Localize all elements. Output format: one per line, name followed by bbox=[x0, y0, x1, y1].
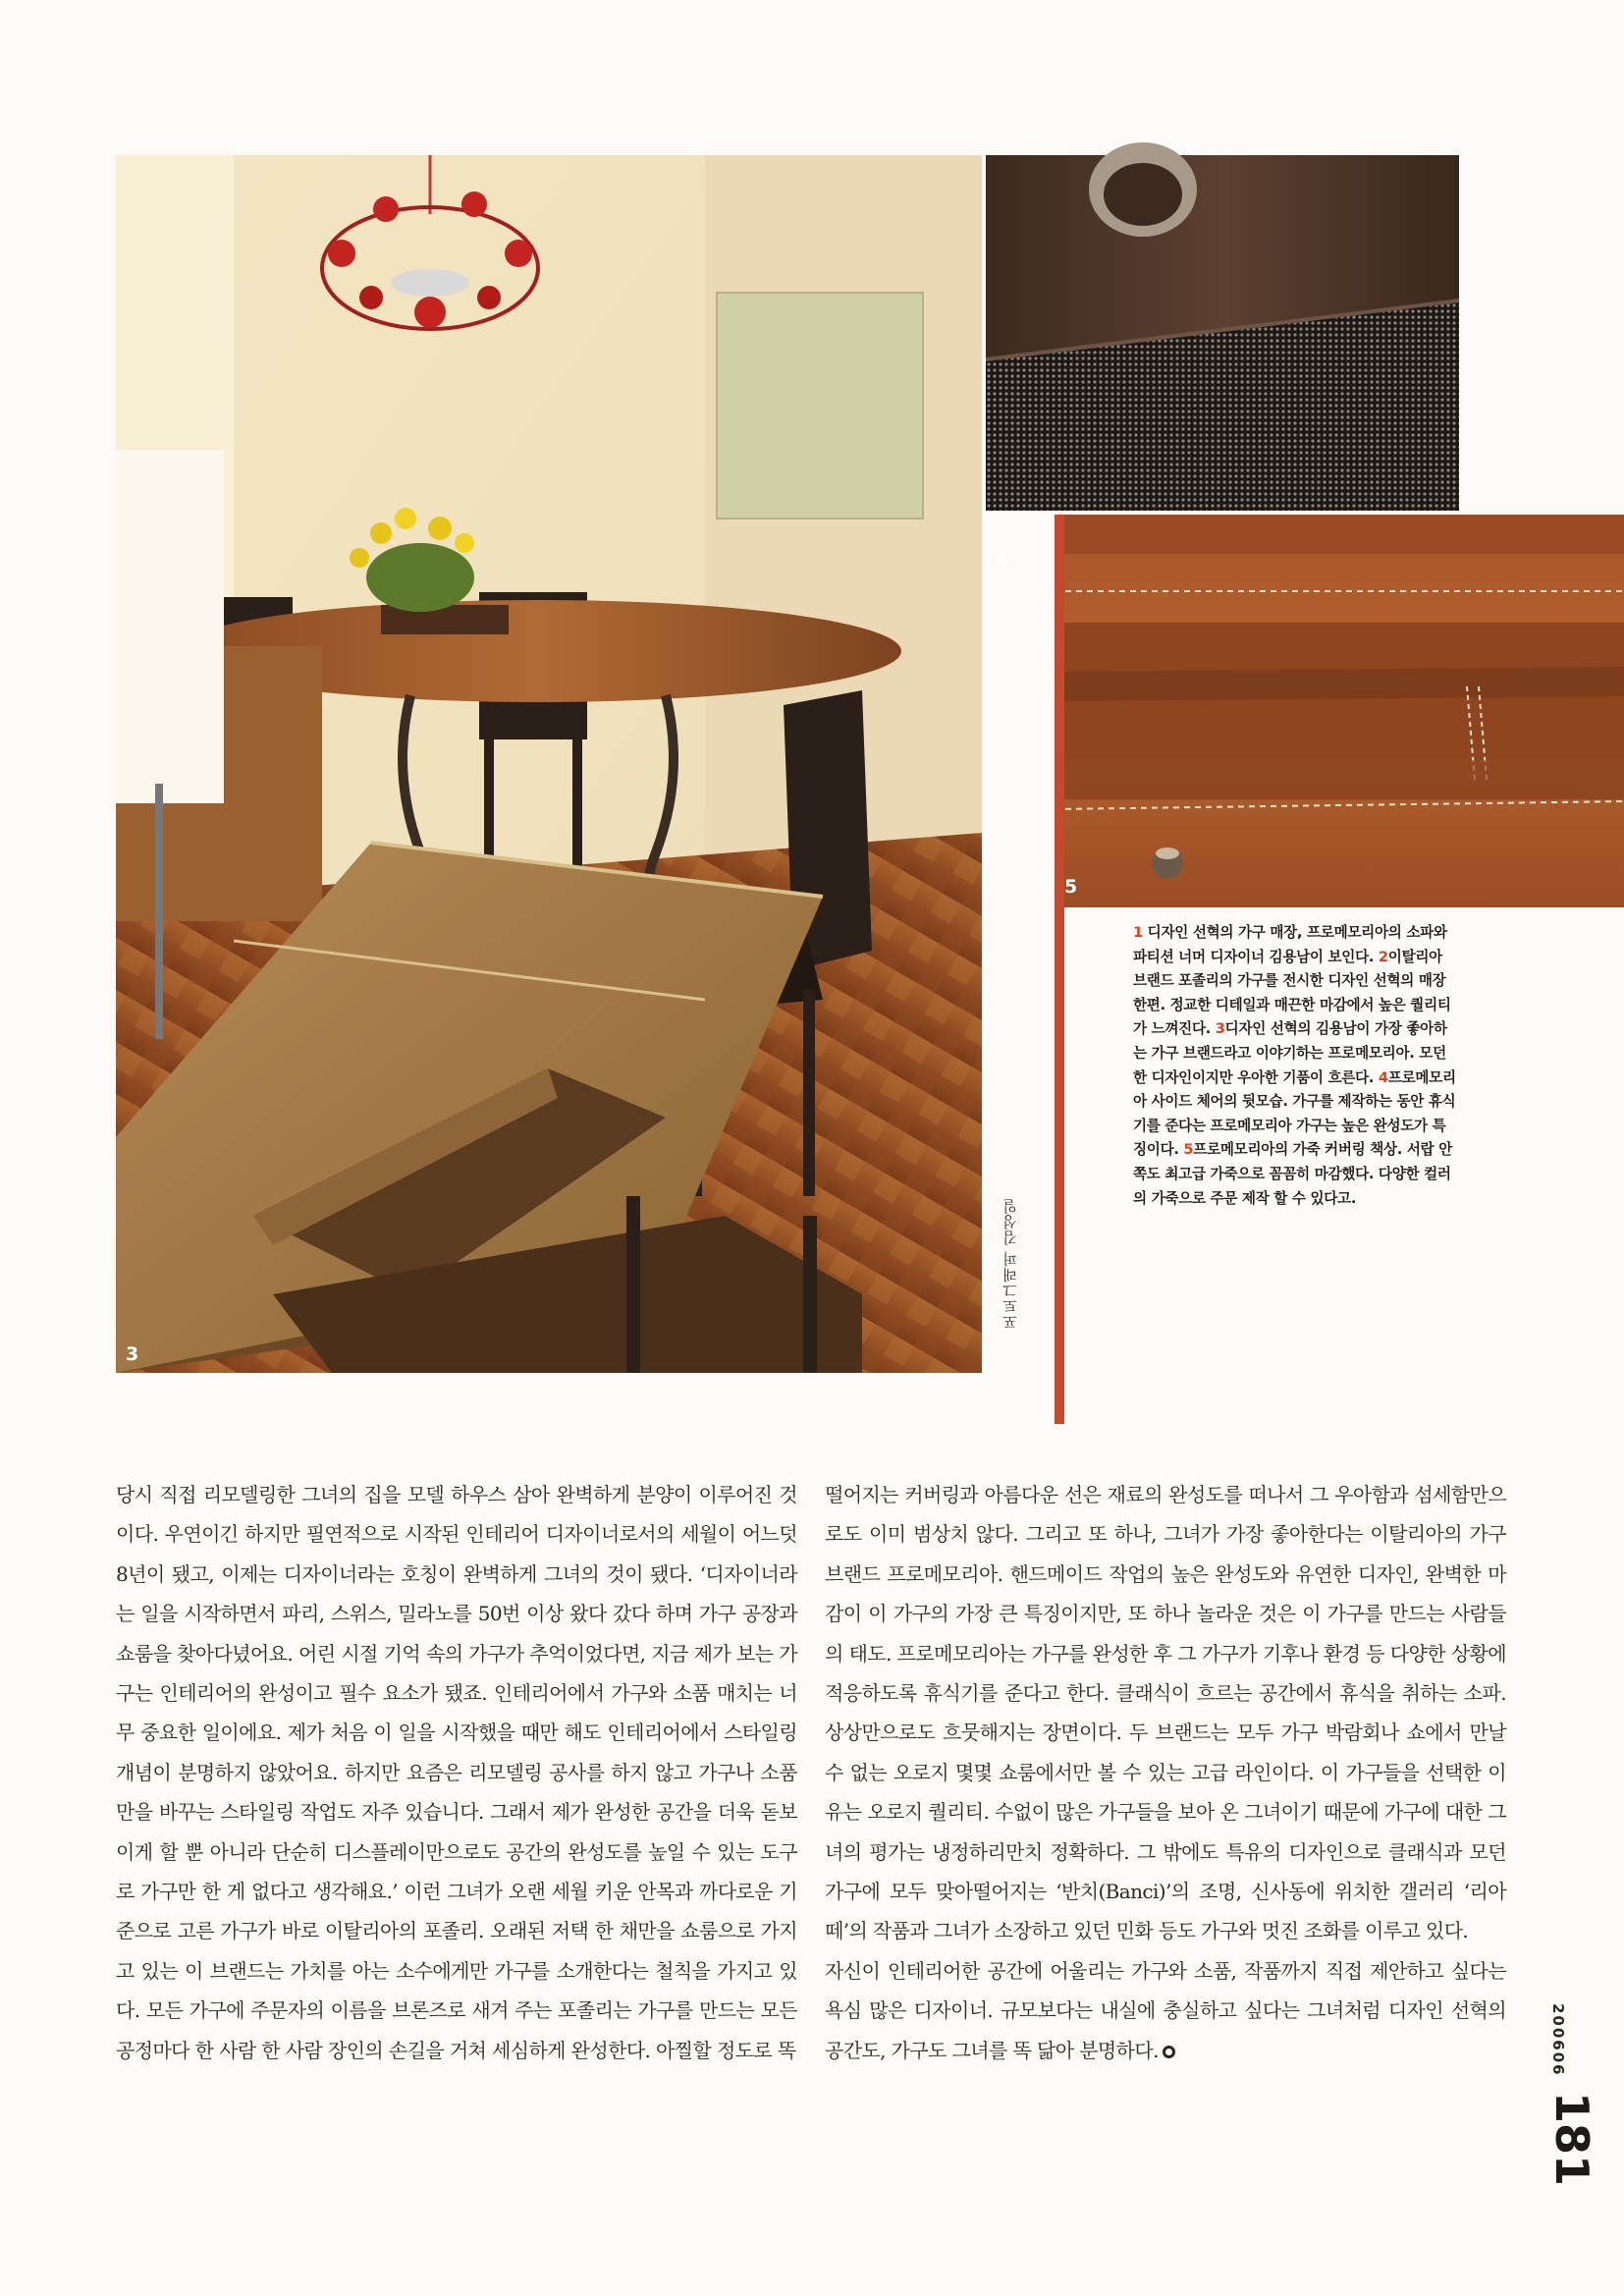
caption-text: 디자인 선혁의 김용남이 가장 좋아하는 가구 브랜드라고 이야기하는 프로메모리아. 모던한 디자인이지만 우아한 기품이 흐른다. bbox=[1133, 1020, 1447, 1086]
drawer-handle-photo bbox=[986, 155, 1459, 570]
issue-date: 200606 bbox=[1549, 2003, 1567, 2077]
body-paragraph: 당시 직접 리모델링한 그녀의 집을 모델 하우스 삼아 완벽하게 분양이 이루어진 것이다. 우연이긴 하지만 필연적으로 시작된 인테리어 디자이너로서의 세월이 어느덧 8년이 됐고, 이제는 디자이너라는 호칭이 완벽하게 그녀의 것이 됐다. ‘디자이너라는 일을 시작하면서 파리, 스위스, 밀라노를 50번 이상 왔다 갔다 하며 가구 공장과 쇼룸을 찾아다녔어요. 어린 시절 기억 속의 가구가 추억이었다면, 지금 제가 보는 가구는 인테리어의 완성이고 필수 요소가 됐죠. 인테리어에서 가구와 소품 매치는 너무 중요한 일이에요. 제가 처음 이 일을 시작했을 때만 해도 인테리어에서 스타일링 개념이 분명하지 않았어요. 하지만 요즘은 리모델링 공사를 하지 않고 가구나 소품만을 바꾸는 스타일링 작업도 자주 있습니다. 그래서 제가 완성한 공간을 더욱 돋보이게 할 뿐 아니라 단순히 디스플레이만으로도 공간의 완성도를 높일 수 있는 도구로 가구만 한 게 없다고 생각해요.’ 이런 그녀가 오랜 세월 키운 안목과 까다로운 기준으로 고른 가구가 바로 이탈리아의 포졸리. 오래된 저택 한 채만을 쇼룸으로 가지고 있는 이 브랜드는 가치를 아는 소수에게만 가구를 소개한다는 철칙을 가지고 있다. 모든 가구에 주문자의 이름을 브론즈로 새겨 주는 포졸리는 가구를 만드는 모든 공정마다 한 사람 한 사람 장인의 손길을 거쳐 세심하게 완성한다. 아찔할 정도로 똑 bbox=[116, 1483, 797, 2062]
dining-room-photo bbox=[116, 155, 982, 1373]
end-mark-icon bbox=[1163, 2046, 1175, 2058]
photo-5-number: 5 bbox=[1064, 876, 1078, 898]
caption-number: 3 bbox=[1215, 1020, 1225, 1038]
page-number: 181 bbox=[1545, 2092, 1598, 2187]
caption-number: 2 bbox=[1378, 948, 1388, 965]
body-paragraph-text: 자신이 인테리어한 공간에 어울리는 가구와 소품, 작품까지 직접 제안하고 싶다는 욕심 많은 디자이너. 규모보다는 내실에 충실하고 싶다는 그녀처럼 디자인 선혁의 공간도, 가구도 그녀를 똑 닮아 분명하다. bbox=[825, 1958, 1506, 2062]
caption-number: 1 bbox=[1133, 924, 1143, 941]
body-column-left bbox=[116, 1475, 797, 2070]
leather-desk-photo bbox=[1055, 515, 1624, 907]
caption-text: 프로메모리아 사이드 체어의 뒷모습. 가구를 제작하는 동안 휴식기를 준다는 프로메모리아 가구는 높은 완성도가 특징이다. bbox=[1133, 1068, 1456, 1159]
body-paragraph-final bbox=[825, 1951, 1506, 2070]
photo-4-number: 4 bbox=[996, 548, 1009, 570]
leather-desk-illustration bbox=[1055, 515, 1624, 907]
caption-frame-border bbox=[1055, 515, 1064, 1424]
caption-text: 프로메모리아의 가죽 커버링 책상. 서랍 안쪽도 최고급 가죽으로 꼼꼼히 마감했다. 다양한 컬러의 가죽으로 주문 제작 할 수 있다고. bbox=[1133, 1141, 1452, 1207]
drawer-handle-illustration bbox=[986, 155, 1459, 511]
body-paragraph: 떨어지는 커버링과 아름다운 선은 재료의 완성도를 떠나서 그 우아함과 섬세함만으로도 이미 범상치 않다. 그리고 또 하나, 그녀가 가장 좋아한다는 이탈리아의 가구 브랜드 프로메모리아. 핸드메이드 작업의 높은 완성도와 유연한 디자인, 완벽한 마감이 이 가구의 가장 큰 특징이지만, 또 하나 놀라운 것은 이 가구를 만드는 사람들의 태도. 프로메모리아는 가구를 완성한 후 그 가구가 기후나 환경 등 다양한 상황에 적응하도록 휴식기를 준다고 한다. 클래식이 흐르는 공간에서 휴식을 취하는 소파. 상상만으로도 흐뭇해지는 장면이다. 두 브랜드는 모두 가구 박람회나 쇼에서 만날 수 없는 오로지 몇몇 쇼룸에서만 볼 수 있는 고급 라인이다. 이 가구들을 선택한 이유는 오로지 퀄리티. 수없이 많은 가구들을 보아 온 그녀이기 때문에 가구에 대한 그녀의 평가는 냉정하리만치 정확하다. 그 밖에도 특유의 디자인으로 클래식과 모던 가구에 모두 맞아떨어지는 ‘반치(Banci)’의 조명, 신사동에 위치한 갤러리 ‘리아떼’의 작품과 그녀가 소장하고 있던 민화 등도 가구와 멋진 조화를 이루고 있다. bbox=[825, 1483, 1506, 1943]
dining-room-illustration bbox=[116, 155, 982, 1373]
caption-text: 이탈리아 브랜드 포졸리의 가구를 전시한 디자인 선혁의 매장 한편. 정교한 디테일과 매끈한 마감에서 높은 퀄리티가 느껴진다. bbox=[1133, 948, 1451, 1038]
caption-number: 4 bbox=[1378, 1068, 1388, 1086]
photo-caption bbox=[1133, 921, 1457, 1211]
caption-text: 디자인 선혁의 가구 매장, 프로메모리아의 소파와 파티션 너머 디자이너 김용남이 보인다. bbox=[1133, 924, 1447, 965]
body-column-right bbox=[825, 1475, 1506, 2070]
photo-credit: 포토그래퍼 김성일 bbox=[1001, 1198, 1019, 1330]
photo-3-number: 3 bbox=[126, 1343, 139, 1365]
caption-number: 5 bbox=[1183, 1141, 1194, 1159]
